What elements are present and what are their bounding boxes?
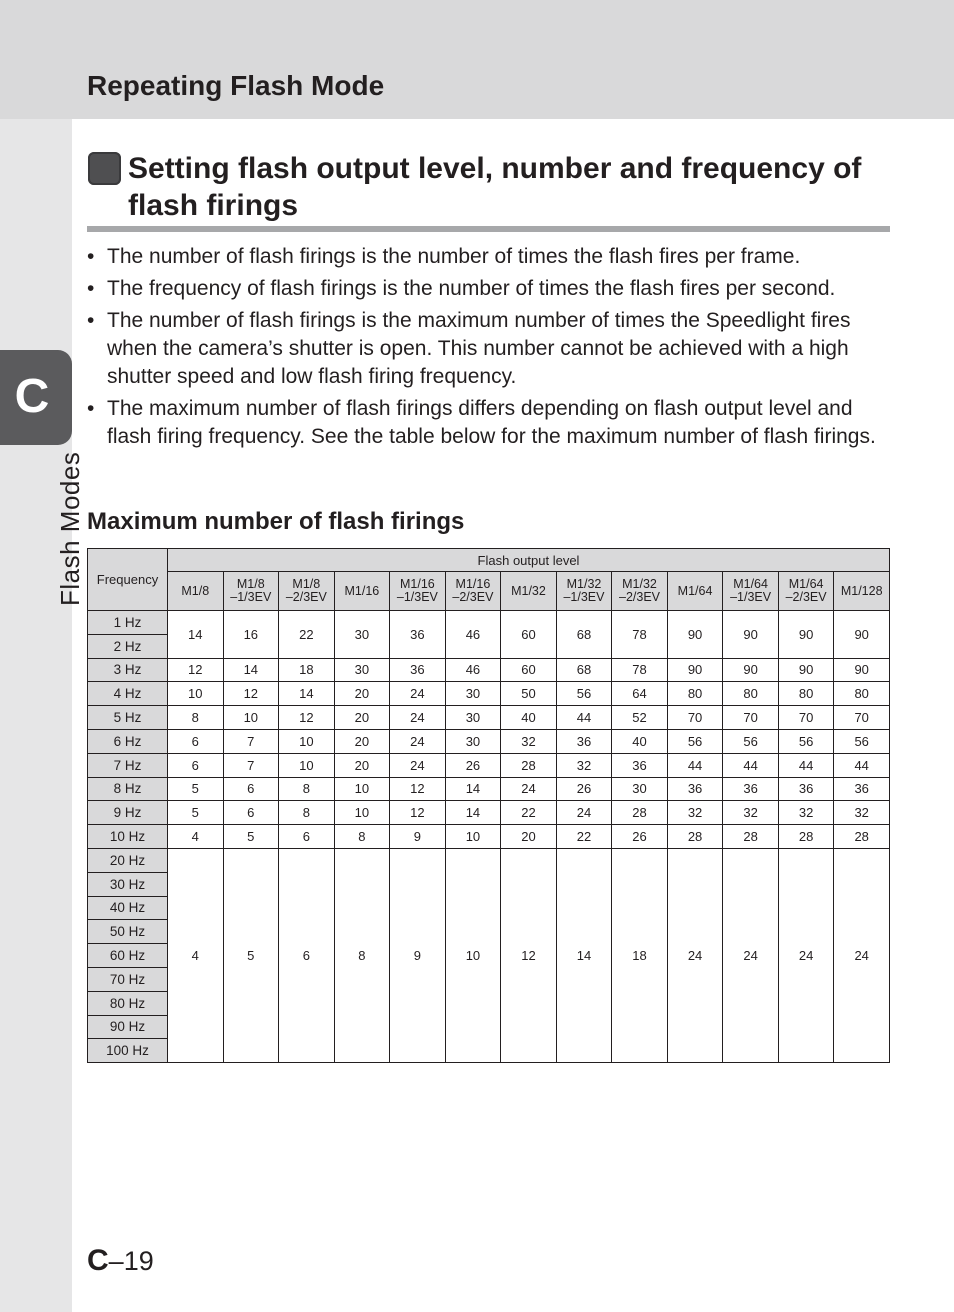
value-cell: 56 (834, 729, 890, 753)
value-cell: 70 (834, 706, 890, 730)
value-cell: 12 (390, 777, 446, 801)
bullet-dot-icon: • (87, 245, 95, 268)
level-header-line: M1/64 (677, 583, 713, 598)
level-header-line: –1/3EV (230, 590, 272, 604)
value-cell: 14 (445, 801, 501, 825)
frequency-cell: 50 Hz (88, 920, 168, 944)
flash-output-level-header: Flash output level (168, 549, 890, 572)
value-cell: 10 (445, 825, 501, 849)
value-cell: 8 (334, 825, 390, 849)
value-cell: 90 (723, 611, 779, 659)
table-row (88, 729, 890, 753)
value-cell: 14 (445, 777, 501, 801)
value-cell: 30 (612, 777, 668, 801)
value-cell: 50 (501, 682, 557, 706)
square-bullet-icon (88, 152, 121, 185)
value-cell: 90 (723, 658, 779, 682)
value-cell: 7 (223, 729, 279, 753)
frequency-cell: 4 Hz (88, 682, 168, 706)
table-subheading: Maximum number of flash firings (87, 508, 465, 535)
level-header-line: M1/32 (622, 577, 657, 591)
value-cell: 80 (834, 682, 890, 706)
value-cell: 14 (556, 848, 612, 1062)
value-cell: 24 (390, 706, 446, 730)
value-cell: 4 (168, 825, 224, 849)
value-cell: 68 (556, 611, 612, 659)
value-cell: 12 (279, 706, 335, 730)
bullet-text: The number of flash firings is the maximum number of times the Speedlight fires when the camera’s shutter is open. This number cannot be achieved with a high shutter speed and low flash firing frequency. (107, 309, 851, 388)
value-cell: 56 (778, 729, 834, 753)
value-cell: 5 (168, 801, 224, 825)
section-side-label: Flash Modes (55, 451, 85, 606)
value-cell: 46 (445, 658, 501, 682)
value-cell: 24 (556, 801, 612, 825)
table-row (88, 706, 890, 730)
level-header (834, 572, 890, 611)
value-cell: 78 (612, 658, 668, 682)
value-cell: 9 (390, 848, 446, 1062)
level-header (334, 572, 390, 611)
value-cell: 68 (556, 658, 612, 682)
table-row (88, 658, 890, 682)
level-header-line: –2/3EV (785, 590, 827, 604)
frequency-cell: 20 Hz (88, 848, 168, 872)
value-cell: 32 (834, 801, 890, 825)
table-row (88, 848, 890, 872)
value-cell: 12 (223, 682, 279, 706)
value-cell: 30 (445, 729, 501, 753)
value-cell: 56 (556, 682, 612, 706)
page-number-value: –19 (108, 1246, 154, 1276)
value-cell: 32 (723, 801, 779, 825)
value-cell: 14 (279, 682, 335, 706)
value-cell: 6 (223, 801, 279, 825)
heading-rule (87, 226, 890, 232)
bullet-item (87, 275, 887, 303)
value-cell: 24 (390, 682, 446, 706)
side-band (0, 119, 72, 1312)
value-cell: 44 (556, 706, 612, 730)
value-cell: 56 (723, 729, 779, 753)
table-row (88, 682, 890, 706)
value-cell: 36 (556, 729, 612, 753)
section-heading: Setting flash output level, number and frequency of flash firings (128, 152, 862, 222)
value-cell: 80 (723, 682, 779, 706)
value-cell: 90 (834, 658, 890, 682)
bullet-item (87, 307, 887, 391)
value-cell: 8 (334, 848, 390, 1062)
value-cell: 4 (168, 848, 224, 1062)
table-row (88, 801, 890, 825)
value-cell: 24 (778, 848, 834, 1062)
value-cell: 30 (334, 611, 390, 659)
frequency-cell: 7 Hz (88, 753, 168, 777)
level-header (168, 572, 224, 611)
value-cell: 22 (501, 801, 557, 825)
value-cell: 20 (501, 825, 557, 849)
page-number-prefix: C (87, 1244, 109, 1277)
value-cell: 26 (445, 753, 501, 777)
value-cell: 78 (612, 611, 668, 659)
section-tab-letter: C (14, 370, 50, 423)
value-cell: 28 (723, 825, 779, 849)
level-header-line: –2/3EV (452, 590, 494, 604)
level-header-line: M1/16 (400, 577, 435, 591)
value-cell: 40 (501, 706, 557, 730)
value-cell: 44 (778, 753, 834, 777)
value-cell: 22 (556, 825, 612, 849)
value-cell: 80 (778, 682, 834, 706)
value-cell: 46 (445, 611, 501, 659)
frequency-header: Frequency (88, 549, 168, 611)
value-cell: 28 (667, 825, 723, 849)
level-header-line: M1/32 (566, 577, 602, 591)
value-cell: 14 (168, 611, 224, 659)
page-number (87, 1244, 154, 1278)
frequency-cell: 80 Hz (88, 991, 168, 1015)
value-cell: 16 (223, 611, 279, 659)
level-header-line: M1/128 (840, 583, 883, 598)
value-cell: 36 (612, 753, 668, 777)
value-cell: 70 (778, 706, 834, 730)
value-cell: 7 (223, 753, 279, 777)
value-cell: 40 (612, 729, 668, 753)
value-cell: 30 (445, 706, 501, 730)
frequency-cell: 40 Hz (88, 896, 168, 920)
level-header-line: –1/3EV (730, 590, 772, 604)
bullet-item (87, 243, 887, 271)
value-cell: 28 (778, 825, 834, 849)
frequency-cell: 100 Hz (88, 1039, 168, 1063)
value-cell: 90 (834, 611, 890, 659)
value-cell: 32 (501, 729, 557, 753)
value-cell: 24 (834, 848, 890, 1062)
value-cell: 6 (279, 825, 335, 849)
value-cell: 6 (279, 848, 335, 1062)
value-cell: 8 (279, 801, 335, 825)
table-row (88, 777, 890, 801)
frequency-cell: 8 Hz (88, 777, 168, 801)
frequency-cell: 2 Hz (88, 634, 168, 658)
value-cell: 20 (334, 706, 390, 730)
level-header-line: M1/16 (344, 583, 380, 598)
level-header-line: M1/32 (511, 583, 546, 598)
level-header-line: –1/3EV (396, 590, 438, 604)
value-cell: 12 (501, 848, 557, 1062)
value-cell: 30 (445, 682, 501, 706)
bullet-dot-icon: • (87, 397, 95, 420)
level-header (390, 572, 446, 611)
level-header (223, 572, 279, 611)
value-cell: 56 (667, 729, 723, 753)
value-cell: 10 (279, 753, 335, 777)
value-cell: 22 (279, 611, 335, 659)
bullet-text: The maximum number of flash firings differs depending on flash output level and flash firing frequency. See the table below for the maximum number of flash firings. (107, 397, 876, 448)
value-cell: 36 (834, 777, 890, 801)
value-cell: 70 (723, 706, 779, 730)
page-header-title: Repeating Flash Mode (87, 70, 385, 101)
level-header (556, 572, 612, 611)
frequency-cell: 6 Hz (88, 729, 168, 753)
value-cell: 10 (445, 848, 501, 1062)
level-header-line: M1/64 (788, 577, 824, 591)
frequency-cell: 60 Hz (88, 944, 168, 968)
value-cell: 24 (667, 848, 723, 1062)
bullet-text: The frequency of flash firings is the number of times the flash fires per second. (107, 277, 836, 300)
value-cell: 44 (667, 753, 723, 777)
frequency-cell: 10 Hz (88, 825, 168, 849)
level-header-line: –2/3EV (619, 590, 661, 604)
value-cell: 5 (223, 848, 279, 1062)
value-cell: 28 (612, 801, 668, 825)
value-cell: 80 (667, 682, 723, 706)
value-cell: 6 (223, 777, 279, 801)
value-cell: 9 (390, 825, 446, 849)
level-header (723, 572, 779, 611)
value-cell: 36 (390, 658, 446, 682)
frequency-cell: 70 Hz (88, 967, 168, 991)
value-cell: 20 (334, 682, 390, 706)
level-header (612, 572, 668, 611)
table-row (88, 611, 890, 635)
level-header-line: M1/8 (181, 583, 210, 598)
flash-firings-table (87, 548, 890, 1063)
value-cell: 36 (778, 777, 834, 801)
value-cell: 5 (223, 825, 279, 849)
value-cell: 60 (501, 611, 557, 659)
value-cell: 44 (834, 753, 890, 777)
value-cell: 20 (334, 753, 390, 777)
value-cell: 10 (334, 777, 390, 801)
value-cell: 28 (834, 825, 890, 849)
frequency-cell: 30 Hz (88, 872, 168, 896)
value-cell: 36 (390, 611, 446, 659)
value-cell: 24 (390, 753, 446, 777)
value-cell: 32 (778, 801, 834, 825)
value-cell: 6 (168, 753, 224, 777)
value-cell: 18 (279, 658, 335, 682)
level-header-line: –1/3EV (563, 590, 605, 604)
value-cell: 32 (667, 801, 723, 825)
value-cell: 10 (279, 729, 335, 753)
value-cell: 18 (612, 848, 668, 1062)
level-header-line: –2/3EV (285, 590, 327, 604)
value-cell: 52 (612, 706, 668, 730)
level-header-line: M1/16 (455, 577, 491, 591)
frequency-cell: 3 Hz (88, 658, 168, 682)
value-cell: 30 (334, 658, 390, 682)
frequency-cell: 9 Hz (88, 801, 168, 825)
value-cell: 60 (501, 658, 557, 682)
level-header (445, 572, 501, 611)
value-cell: 10 (168, 682, 224, 706)
value-cell: 90 (667, 658, 723, 682)
value-cell: 8 (279, 777, 335, 801)
table-row (88, 753, 890, 777)
level-header (279, 572, 335, 611)
table-row (88, 825, 890, 849)
value-cell: 90 (778, 611, 834, 659)
level-header (778, 572, 834, 611)
value-cell: 20 (334, 729, 390, 753)
value-cell: 10 (223, 706, 279, 730)
level-header-line: M1/64 (733, 577, 768, 591)
value-cell: 32 (556, 753, 612, 777)
level-header-line: M1/8 (292, 577, 321, 591)
value-cell: 90 (778, 658, 834, 682)
value-cell: 5 (168, 777, 224, 801)
value-cell: 28 (501, 753, 557, 777)
frequency-cell: 5 Hz (88, 706, 168, 730)
bullet-text: The number of flash firings is the number of times the flash fires per frame. (107, 245, 801, 268)
value-cell: 12 (390, 801, 446, 825)
frequency-cell: 1 Hz (88, 611, 168, 635)
value-cell: 90 (667, 611, 723, 659)
bullet-dot-icon: • (87, 309, 95, 332)
level-header (501, 572, 557, 611)
value-cell: 26 (612, 825, 668, 849)
value-cell: 8 (168, 706, 224, 730)
value-cell: 64 (612, 682, 668, 706)
level-header-line: M1/8 (236, 577, 265, 591)
value-cell: 26 (556, 777, 612, 801)
value-cell: 44 (723, 753, 779, 777)
value-cell: 36 (667, 777, 723, 801)
value-cell: 24 (723, 848, 779, 1062)
bullet-dot-icon: • (87, 277, 95, 300)
bullet-list (87, 243, 887, 455)
value-cell: 70 (667, 706, 723, 730)
bullet-item (87, 395, 887, 451)
value-cell: 14 (223, 658, 279, 682)
value-cell: 12 (168, 658, 224, 682)
frequency-cell: 90 Hz (88, 1015, 168, 1039)
value-cell: 6 (168, 729, 224, 753)
value-cell: 10 (334, 801, 390, 825)
value-cell: 36 (723, 777, 779, 801)
value-cell: 24 (390, 729, 446, 753)
level-header (667, 572, 723, 611)
value-cell: 24 (501, 777, 557, 801)
